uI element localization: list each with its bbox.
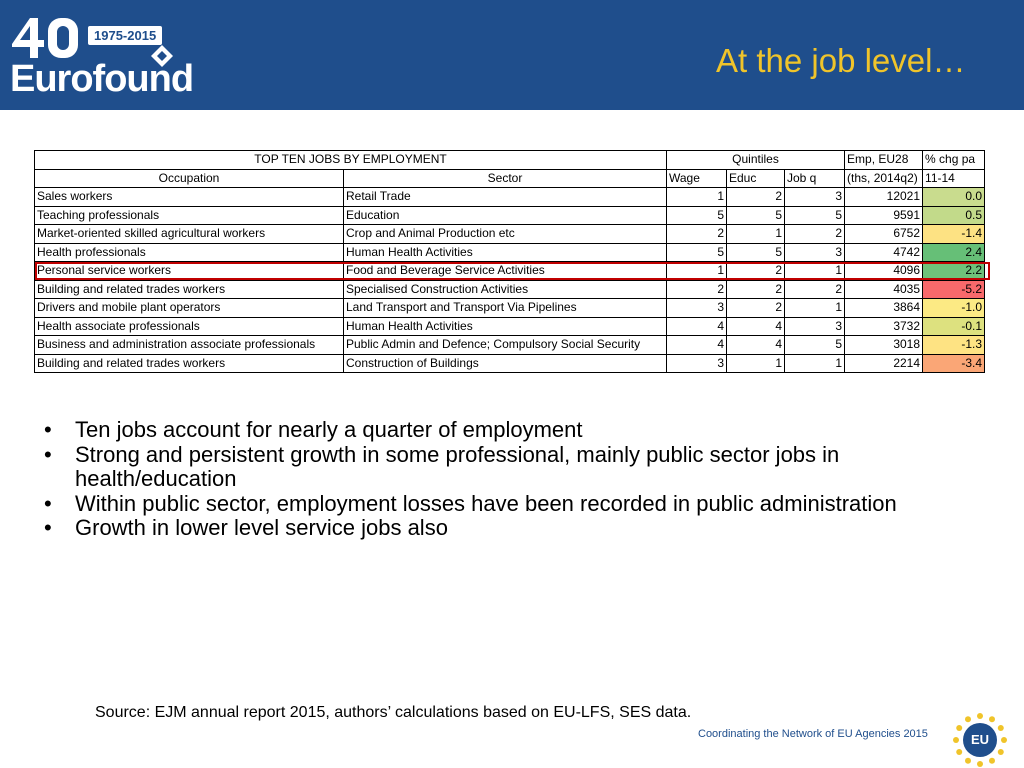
- cell-sector: Food and Beverage Service Activities: [344, 262, 667, 281]
- cell-educ: 2: [727, 262, 785, 281]
- slide-title: At the job level…: [716, 42, 966, 79]
- table-row: [35, 225, 985, 244]
- cell-sector: Specialised Construction Activities: [344, 280, 667, 299]
- forty-anniversary-logo: [10, 14, 80, 62]
- cell-jobq: 2: [785, 280, 845, 299]
- cell-chg: -3.4: [923, 354, 985, 373]
- cell-chg: -1.0: [923, 299, 985, 318]
- cell-sector: Land Transport and Transport Via Pipelines: [344, 299, 667, 318]
- cell-emp: 4096: [845, 262, 923, 281]
- table-row: [35, 336, 985, 355]
- eu-star-icon: [956, 725, 962, 731]
- emp-header: Emp, EU28: [845, 151, 923, 170]
- cell-educ: 4: [727, 317, 785, 336]
- cell-occupation: Sales workers: [35, 188, 344, 207]
- occupation-header: Occupation: [35, 169, 344, 188]
- cell-jobq: 3: [785, 243, 845, 262]
- highlight-box: [35, 262, 990, 280]
- cell-chg: -1.3: [923, 336, 985, 355]
- cell-sector: Human Health Activities: [344, 243, 667, 262]
- wage-header: Wage: [667, 169, 727, 188]
- eu-agencies-logo: [950, 710, 1008, 768]
- cell-jobq: 1: [785, 262, 845, 281]
- cell-occupation: Health associate professionals: [35, 317, 344, 336]
- cell-jobq: 5: [785, 336, 845, 355]
- cell-emp: 4035: [845, 280, 923, 299]
- cell-chg: 0.0: [923, 188, 985, 207]
- cell-occupation: Market-oriented skilled agricultural workers: [35, 225, 344, 244]
- eu-star-icon: [1001, 737, 1007, 743]
- cell-emp: 6752: [845, 225, 923, 244]
- table-row: [35, 188, 985, 207]
- eu-star-icon: [965, 716, 971, 722]
- cell-jobq: 1: [785, 354, 845, 373]
- cell-educ: 1: [727, 354, 785, 373]
- cell-wage: 5: [667, 243, 727, 262]
- cell-wage: 2: [667, 280, 727, 299]
- table-header-row-2: [35, 169, 985, 188]
- cell-chg: -5.2: [923, 280, 985, 299]
- cell-jobq: 3: [785, 188, 845, 207]
- eu-star-icon: [989, 716, 995, 722]
- table-row: [35, 280, 985, 299]
- cell-emp: 3864: [845, 299, 923, 318]
- cell-sector: Education: [344, 206, 667, 225]
- cell-educ: 1: [727, 225, 785, 244]
- bullet-item: • Growth in lower level service jobs also: [44, 516, 984, 541]
- cell-sector: Human Health Activities: [344, 317, 667, 336]
- educ-header: Educ: [727, 169, 785, 188]
- cell-wage: 4: [667, 336, 727, 355]
- eu-star-icon: [989, 758, 995, 764]
- cell-jobq: 2: [785, 225, 845, 244]
- anniversary-years: 1975-2015: [88, 26, 162, 45]
- cell-sector: Construction of Buildings: [344, 354, 667, 373]
- cell-sector: Retail Trade: [344, 188, 667, 207]
- cell-educ: 5: [727, 206, 785, 225]
- cell-chg: -0.1: [923, 317, 985, 336]
- cell-wage: 5: [667, 206, 727, 225]
- cell-jobq: 1: [785, 299, 845, 318]
- chg-subheader: 11-14: [923, 169, 985, 188]
- cell-educ: 2: [727, 188, 785, 207]
- quintiles-header: Quintiles: [667, 151, 845, 170]
- footer-text: Coordinating the Network of EU Agencies 2015: [698, 728, 928, 740]
- table-row: [35, 317, 985, 336]
- eu-star-icon: [977, 761, 983, 767]
- cell-chg: 2.2: [923, 262, 985, 281]
- cell-wage: 3: [667, 354, 727, 373]
- table-row: [35, 243, 985, 262]
- bullet-list: [44, 418, 984, 541]
- cell-occupation: Personal service workers: [35, 262, 344, 281]
- eu-star-icon: [953, 737, 959, 743]
- table-row: [35, 206, 985, 225]
- cell-wage: 1: [667, 188, 727, 207]
- cell-occupation: Building and related trades workers: [35, 354, 344, 373]
- sector-header: Sector: [344, 169, 667, 188]
- table-row: [35, 354, 985, 373]
- cell-emp: 12021: [845, 188, 923, 207]
- cell-wage: 4: [667, 317, 727, 336]
- cell-emp: 2214: [845, 354, 923, 373]
- cell-occupation: Teaching professionals: [35, 206, 344, 225]
- bullet-item: • Ten jobs account for nearly a quarter of employment: [44, 418, 984, 443]
- cell-wage: 1: [667, 262, 727, 281]
- cell-sector: Public Admin and Defence; Compulsory Social Security: [344, 336, 667, 355]
- cell-sector: Crop and Animal Production etc: [344, 225, 667, 244]
- table-title: TOP TEN JOBS BY EMPLOYMENT: [35, 151, 667, 170]
- eu-star-icon: [965, 758, 971, 764]
- cell-emp: 3018: [845, 336, 923, 355]
- cell-educ: 4: [727, 336, 785, 355]
- cell-chg: -1.4: [923, 225, 985, 244]
- cell-educ: 2: [727, 280, 785, 299]
- cell-educ: 5: [727, 243, 785, 262]
- cell-jobq: 3: [785, 317, 845, 336]
- eu-star-icon: [977, 713, 983, 719]
- table-header-row-1: [35, 151, 985, 170]
- cell-wage: 2: [667, 225, 727, 244]
- eu-star-icon: [998, 725, 1004, 731]
- cell-chg: 0.5: [923, 206, 985, 225]
- cell-occupation: Drivers and mobile plant operators: [35, 299, 344, 318]
- source-note: Source: EJM annual report 2015, authors’ calculations based on EU-LFS, SES data.: [95, 704, 692, 721]
- eu-star-icon: [998, 749, 1004, 755]
- cell-occupation: Business and administration associate professionals: [35, 336, 344, 355]
- bullet-item: • Within public sector, employment losses have been recorded in public administration: [44, 492, 984, 517]
- cell-occupation: Building and related trades workers: [35, 280, 344, 299]
- eurofound-logo-text: Eurofound: [10, 58, 194, 100]
- jobq-header: Job q: [785, 169, 845, 188]
- cell-jobq: 5: [785, 206, 845, 225]
- eu-star-icon: [956, 749, 962, 755]
- emp-subheader: (ths, 2014q2): [845, 169, 923, 188]
- cell-emp: 3732: [845, 317, 923, 336]
- chg-header: % chg pa: [923, 151, 985, 170]
- cell-emp: 9591: [845, 206, 923, 225]
- cell-occupation: Health professionals: [35, 243, 344, 262]
- header-bar: [0, 0, 1024, 110]
- cell-chg: 2.4: [923, 243, 985, 262]
- svg-text:EU: EU: [970, 732, 990, 747]
- cell-wage: 3: [667, 299, 727, 318]
- cell-emp: 4742: [845, 243, 923, 262]
- bullet-item: • Strong and persistent growth in some professional, mainly public sector jobs in health/education: [44, 443, 984, 492]
- table-row: [35, 299, 985, 318]
- cell-educ: 2: [727, 299, 785, 318]
